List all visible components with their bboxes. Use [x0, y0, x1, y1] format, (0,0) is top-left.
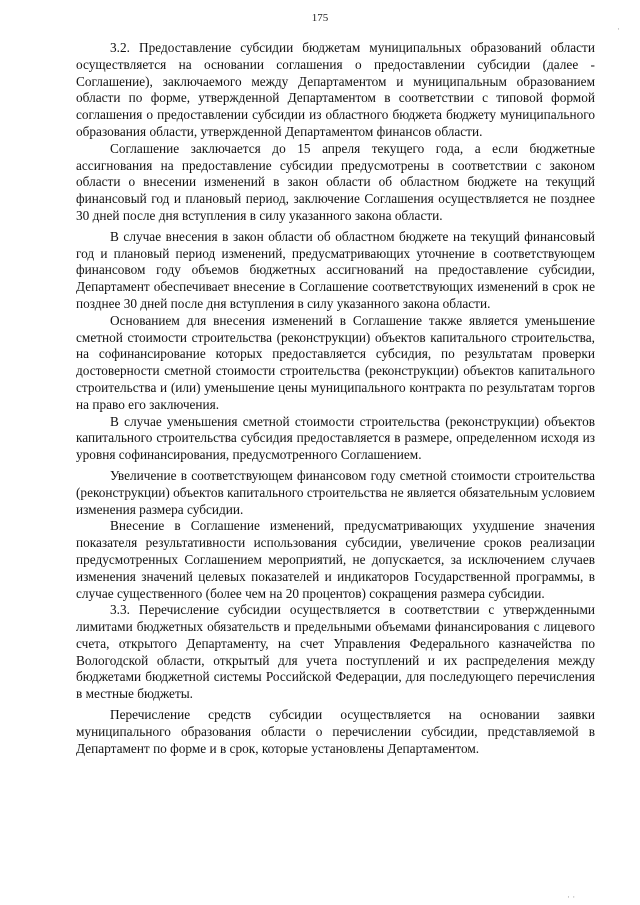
- scan-mark: · ·: [567, 892, 576, 902]
- document-body: [76, 40, 595, 757]
- paragraph-cost-reduction: В случае уменьшения сметной стоимости строительства (реконструкции) объектов капитального строительства субсидия предоставляется в размере, определенном исходя из уровня софинансирования, предусмотренного Соглашением.: [76, 413, 595, 463]
- paragraph-3-2: 3.2. Предоставление субсидии бюджетам муниципальных образований области осуществляется на основании соглашения о предоставлении субсидии (далее - Соглашение), заключаемого между Департаментом и муниципальным образованием области по форме, утвержденной Департаментом в соответствии с типовой формой соглашения о предоставлении субсидии из областного бюджета бюджету муниципального образования области, утвержденной Департаментом финансов области.: [76, 40, 595, 139]
- paragraph-grounds-for-changes: Основанием для внесения изменений в Соглашение также является уменьшение сметной стоимости строительства (реконструкции) объектов капитального строительства, на софинансирование которых предоставляется субсидия, по результатам проверки достоверности сметной стоимости строительства (реконструкции) объектов капитального строительства и (или) уменьшение цены муниципального контракта по результатам торгов на право его заключения.: [76, 312, 595, 412]
- page-number: 175: [311, 12, 329, 24]
- paragraph-budget-changes: В случае внесения в закон области об областном бюджете на текущий финансовый год и плановый период изменений, предусматривающих уточнение в соответствующем финансовом году объемов бюджетных ассигнований на предоставление субсидии, Департамент обеспечивает внесение в Соглашение соответствующих изменений в срок не позднее 30 дней после дня вступления в силу указанного закона области.: [76, 228, 595, 311]
- paragraph-3-3: 3.3. Перечисление субсидии осуществляется в соответствии с утвержденными лимитами бюджетных обязательств и предельными объемами финансирования с лицевого счета, открытого Департаменту, на счет Управления Федерального казначейства по Вологодской области, открытый для учета поступлений и их распределения между бюджетами бюджетной системы Российской Федерации, для последующего перечисления в местные бюджеты.: [76, 602, 595, 702]
- paragraph-agreement-deadline: Соглашение заключается до 15 апреля текущего года, а если бюджетные ассигнования на предоставление субсидии предусмотрены в соответствии с законом области о внесении изменений в закон области об областном бюджете на текущий финансовый год и плановый период, заключение Соглашения осуществляется не позднее 30 дней после дня вступления в силу указанного закона области.: [76, 140, 595, 223]
- paragraph-deterioration-ban: Внесение в Соглашение изменений, предусматривающих ухудшение значения показателя результативности использования субсидии, увеличение сроков реализации предусмотренных Соглашением мероприятий, не допускается, за исключением случаев изменения значений целевых показателей и индикаторов Государственной программы, в случае существенного (более чем на 20 процентов) сокращения размера субсидии.: [76, 518, 595, 601]
- paragraph-cost-increase: Увеличение в соответствующем финансовом году сметной стоимости строительства (реконструкции) объектов капитального строительства не является обязательным условием изменения размера субсидии.: [76, 467, 595, 517]
- scan-mark: ·: [617, 24, 620, 34]
- paragraph-transfer-application: Перечисление средств субсидии осуществляется на основании заявки муниципального образования области о перечислении субсидии, представляемой в Департамент по форме и в срок, которые установлены Департаментом.: [76, 707, 595, 756]
